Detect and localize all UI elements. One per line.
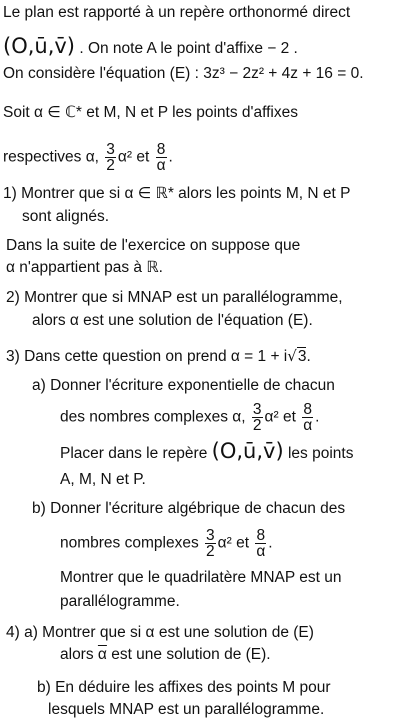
alpha-conjugate: $\overline{\alpha}$ — [97, 646, 107, 663]
sqrt-radicand: 3 — [297, 348, 307, 365]
q4b-line-2: lesquels MNAP est un parallélogramme. — [48, 701, 325, 718]
fraction-three-halves: $\frac{3}{2}$ — [252, 401, 262, 434]
q3a-line-2: des nombres complexes α, $\frac{3}{2}$ α² et $\frac{8}{\alpha}$ . — [60, 401, 320, 434]
q3b-line-2: nombres complexes $\frac{3}{2}$ α² et $\frac{8}{\alpha}$ . — [60, 527, 273, 560]
q1-line-4: α n'appartient pas à ℝ. — [6, 259, 163, 276]
fraction-eight-over-alpha: $\frac{8}{\alpha}$ — [256, 527, 266, 560]
q3-line-1: 3) Dans cette question on prend α = 1 + i√3. — [6, 347, 311, 365]
q3b-line-3: Montrer que le quadrilatère MNAP est un — [60, 569, 342, 586]
intro-line-1: Le plan est rapporté à un repère orthonormé direct — [3, 4, 351, 21]
intro-line-5: respectives α, $\frac{3}{2}$ α² et $\frac{8}{\alpha}$ . — [3, 141, 173, 174]
q3b-line-1: b) Donner l'écriture algébrique de chacun des — [32, 500, 346, 517]
intro-line-2-text: . On note A le point d'affixe − 2 . — [79, 40, 298, 57]
q3a-line-4: A, M, N et P. — [60, 471, 146, 488]
q4b-line-1: b) En déduire les affixes des points M pour — [37, 679, 331, 696]
q1-line-3: Dans la suite de l'exercice on suppose que — [6, 237, 301, 254]
fraction-three-halves: $\frac{3}{2}$ — [206, 527, 215, 560]
q4a-line-1: 4) a) Montrer que si α est une solution de (E) — [6, 624, 314, 641]
repere-notation: (O,ū,v̄) — [211, 439, 284, 463]
repere-notation: (O,ū,v̄) — [3, 34, 76, 58]
q3a-line-1: a) Donner l'écriture exponentielle de chacun — [32, 377, 335, 394]
fraction-three-halves: $\frac{3}{2}$ — [106, 141, 115, 174]
intro-line-5-pre: respectives α, — [3, 148, 99, 166]
q1-line-2: sont alignés. — [22, 208, 110, 225]
q4a-line-2: alors $\overline{\alpha}$ est une solution de (E). — [60, 646, 271, 663]
intro-line-4: Soit α ∈ ℂ* et M, N et P les points d'affixes — [3, 104, 298, 121]
q3b-line-4: parallélogramme. — [60, 593, 180, 610]
intro-line-2 — [3, 36, 298, 59]
q1-line-1: 1) Montrer que si α ∈ ℝ* alors les points M, N et P — [3, 185, 351, 202]
fraction-eight-over-alpha: $\frac{8}{\alpha}$ — [303, 401, 313, 434]
intro-line-5-mid: α² et — [117, 148, 150, 166]
sqrt-sign: √ — [287, 347, 297, 365]
equation-line: On considère l'équation (E) : 3z³ − 2z² + 4z + 16 = 0. — [3, 65, 364, 82]
q3a-line-3: Placer dans le repère (O,ū,v̄) les points — [60, 439, 354, 463]
q2-line-2: alors α est une solution de l'équation (E). — [32, 312, 313, 329]
q2-line-1: 2) Montrer que si MNAP est un parallélogramme, — [6, 289, 343, 306]
fraction-eight-over-alpha: $\frac{8}{\alpha}$ — [156, 141, 166, 174]
